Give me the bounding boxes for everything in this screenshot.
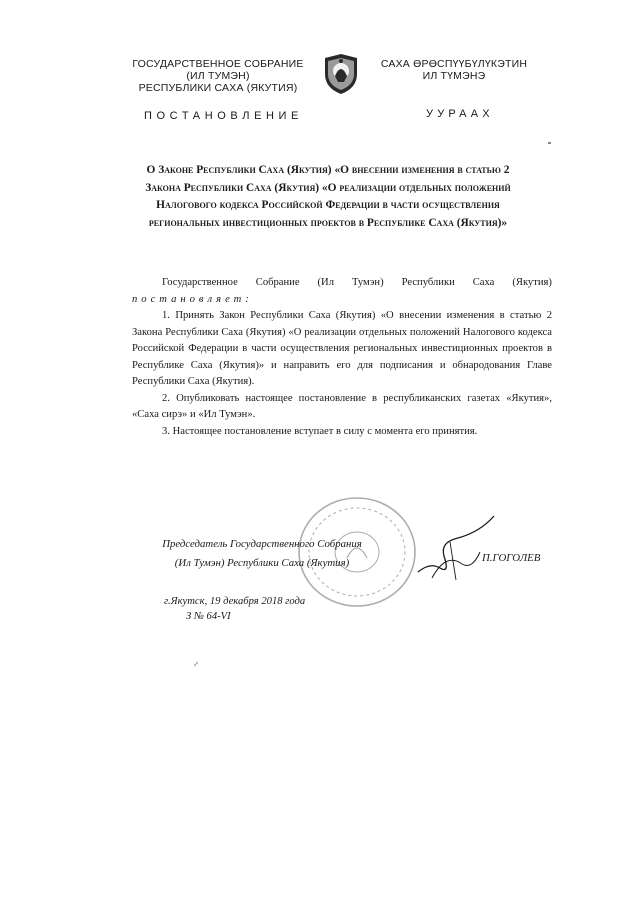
document-type-left: ПОСТАНОВЛЕНИЕ [144, 110, 303, 122]
handwritten-signature-icon [410, 512, 500, 584]
title-line4: региональных инвестиционных проектов в Республике Саха (Якутия)» [148, 216, 508, 229]
header-right-line2: ИЛ ТҮМЭНЭ [422, 70, 486, 82]
title-line2: Закона Республики Саха (Якутия) «О реализации отдельных положений [145, 181, 511, 194]
scan-mark [194, 662, 198, 666]
paragraph-1: 1. Принять Закон Республики Саха (Якутия) «О внесении изменения в статью 2 Закона Республики Саха (Якутия) «О реализации отдельных положений Налогового кодекса Российской Федерации в части осуществления региональных инвестиционных проектов в Республике Саха (Якутия)» и направить его для подписания и обнародования Главе Республики Саха (Якутия). [132, 310, 552, 387]
signatory-title [162, 535, 362, 573]
intro-line [132, 275, 552, 292]
signatory-name: П.ГОГОЛЕВ [482, 552, 541, 564]
document-number: З № 64-VI [186, 611, 231, 622]
decree-word: постановляет: [132, 293, 253, 305]
document-title [112, 162, 544, 232]
paragraph-3: 3. Настоящее постановление вступает в силу с момента его принятия. [162, 425, 478, 437]
intro-word: (Якутия) [512, 277, 552, 288]
intro-word: Собрание [255, 277, 300, 288]
scan-mark [548, 142, 551, 144]
paragraph-2: 2. Опубликовать настоящее постановление в республиканских газетах «Якутия», «Саха сирэ» и «Ил Тумэн». [132, 392, 552, 420]
header-left-line1: ГОСУДАРСТВЕННОЕ СОБРАНИЕ [132, 58, 304, 70]
coat-of-arms-icon [321, 52, 361, 96]
header-left-line2: (ИЛ ТУМЭН) [186, 70, 250, 82]
intro-word: Саха [472, 277, 495, 288]
header-left-line3: РЕСПУБЛИКИ САХА (ЯКУТИЯ) [138, 82, 298, 94]
title-line3: Налогового кодекса Российской Федерации в части осуществления [156, 199, 500, 211]
signatory-title-line1: Председатель Государственного Собрания [162, 538, 362, 550]
title-line1: О Законе Республики Саха (Якутия) «О внесении изменения в статью 2 [146, 164, 510, 176]
signatory-title-line2: (Ил Тумэн) Республики Саха (Якутия) [174, 557, 350, 569]
document-body [132, 275, 552, 440]
header-left-block [118, 58, 318, 94]
intro-word: (Ил [317, 277, 334, 288]
place-and-date: г.Якутск, 19 декабря 2018 года [164, 596, 306, 607]
document-type-right: УУРААХ [426, 108, 494, 120]
header-right-line1: САХА ӨРӨСПҮҮБҮЛҮКЭТИН [380, 58, 528, 70]
intro-word: Республики [401, 277, 455, 288]
intro-word: Государственное [162, 277, 238, 288]
header-right-block [364, 58, 544, 82]
intro-word: Тумэн) [351, 277, 384, 288]
